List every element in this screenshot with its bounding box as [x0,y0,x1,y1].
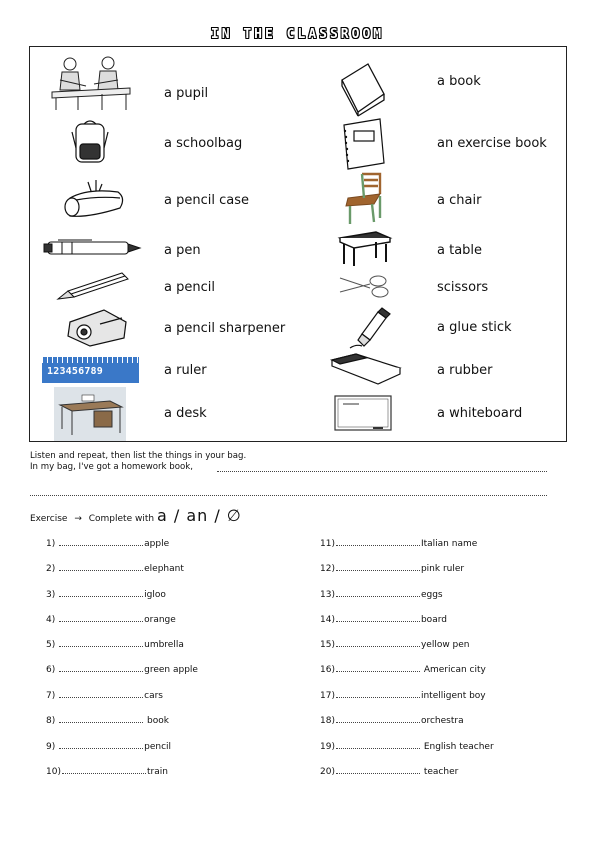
item-number: 8) [46,716,56,726]
item-word: teacher [420,767,459,777]
glue-stick-icon [348,306,390,350]
answer-blank[interactable] [336,688,420,698]
answer-blank[interactable] [59,637,143,647]
item-number: 9) [46,742,56,752]
article-options: a / an / ∅ [156,506,242,525]
exercise-item-19 [320,739,494,752]
item-word: orchestra [420,716,464,726]
vocab-left-1: a pupil [164,86,209,101]
item-number: 14) [320,615,335,625]
answer-blank[interactable] [336,587,420,597]
answer-line-2[interactable] [30,495,547,496]
item-number: 4) [46,615,56,625]
exercise-item-13 [320,587,443,600]
item-word: Italian name [420,539,478,549]
exercise-item-14 [320,612,447,625]
answer-blank[interactable] [336,662,420,672]
item-number: 13) [320,590,335,600]
item-word: cars [144,691,163,701]
item-word: green apple [144,665,198,675]
answer-line-1[interactable] [217,471,547,472]
pencil-case-icon [58,178,128,220]
answer-blank[interactable] [336,637,420,647]
book-icon [338,60,388,116]
answer-blank[interactable] [336,561,420,571]
answer-blank[interactable] [62,764,146,774]
arrow-icon: → [74,514,82,524]
exercise-item-2 [46,561,184,574]
answer-blank[interactable] [336,612,420,622]
exercise-item-12 [320,561,464,574]
item-number: 2) [46,564,56,574]
item-word: pencil [144,742,172,752]
item-word: igloo [144,590,166,600]
item-number: 16) [320,665,335,675]
item-word: eggs [420,590,443,600]
vocab-right-4: a table [437,243,483,258]
instruction-line-1: Listen and repeat, then list the things in your bag. [30,451,247,461]
exercise-item-6 [46,662,198,675]
item-word: yellow pen [420,640,470,650]
vocab-right-8: a whiteboard [437,406,523,421]
item-word: book [144,716,169,726]
answer-blank[interactable] [336,739,420,749]
exercise-item-16 [320,662,486,675]
item-word: intelligent boy [420,691,486,701]
item-word: orange [144,615,176,625]
item-number: 20) [320,767,335,777]
exercise-item-9 [46,739,171,752]
exercise-item-11 [320,536,477,549]
item-number: 11) [320,539,335,549]
pencil-icon [54,271,132,301]
exercise-item-20 [320,764,458,777]
answer-blank[interactable] [59,713,143,723]
vocab-left-2: a schoolbag [164,136,243,151]
desk-image [54,387,126,441]
item-word: board [420,615,447,625]
vocab-left-5: a pencil [164,280,215,295]
item-number: 17) [320,691,335,701]
answer-blank[interactable] [59,662,143,672]
item-word: train [146,767,168,777]
exercise-item-17 [320,688,486,701]
answer-blank[interactable] [336,713,420,723]
ruler-image [42,357,139,383]
item-number: 3) [46,590,56,600]
vocab-right-5: scissors [437,280,489,295]
vocab-right-7: a rubber [437,363,493,378]
vocab-left-7: a ruler [164,363,207,378]
pen-icon [42,238,142,260]
scissors-icon [338,272,392,300]
answer-blank[interactable] [59,561,143,571]
item-number: 7) [46,691,56,701]
exercise-heading [30,506,242,525]
item-word: elephant [144,564,184,574]
vocab-right-3: a chair [437,193,482,208]
instruction-line-2: In my bag, I've got a homework book, [30,462,193,472]
exercise-label: Exercise [30,514,68,524]
answer-blank[interactable] [336,536,420,546]
rubber-icon [326,350,404,386]
answer-blank[interactable] [336,764,420,774]
exercise-item-10 [46,764,168,777]
item-word: apple [144,539,170,549]
item-word: umbrella [144,640,184,650]
exercise-item-18 [320,713,464,726]
answer-blank[interactable] [59,587,143,597]
schoolbag-icon [68,118,112,166]
exercise-item-5 [46,637,184,650]
item-number: 18) [320,716,335,726]
exercise-book-icon [338,117,388,171]
ruler-digits: 123456789 [47,366,103,377]
item-number: 1) [46,539,56,549]
item-number: 6) [46,665,56,675]
exercise-instruction: Complete with [88,514,155,524]
answer-blank[interactable] [59,612,143,622]
answer-blank[interactable] [59,536,143,546]
answer-blank[interactable] [59,739,143,749]
answer-blank[interactable] [59,688,143,698]
pupils-illustration [50,54,132,112]
exercise-item-15 [320,637,470,650]
vocab-right-1: a book [437,74,481,89]
vocab-left-4: a pen [164,243,201,258]
exercise-item-1 [46,536,169,549]
vocab-left-3: a pencil case [164,193,249,208]
table-icon [336,228,392,268]
item-number: 5) [46,640,56,650]
exercise-item-4 [46,612,176,625]
exercise-item-7 [46,688,163,701]
vocab-right-2: an exercise book [437,136,547,151]
item-word: American city [420,665,486,675]
item-word: pink ruler [420,564,465,574]
whiteboard-icon [333,394,393,434]
item-number: 19) [320,742,335,752]
item-word: English teacher [420,742,494,752]
vocab-left-6: a pencil sharpener [164,321,286,336]
exercise-item-8 [46,713,169,726]
item-number: 10) [46,767,61,777]
item-number: 15) [320,640,335,650]
page-title: IN THE CLASSROOM [210,27,385,42]
vocab-right-6: a glue stick [437,320,512,335]
pencil-sharpener-icon [64,304,130,348]
chair-image [344,172,384,226]
item-number: 12) [320,564,335,574]
exercise-item-3 [46,587,166,600]
vocab-left-8: a desk [164,406,207,421]
